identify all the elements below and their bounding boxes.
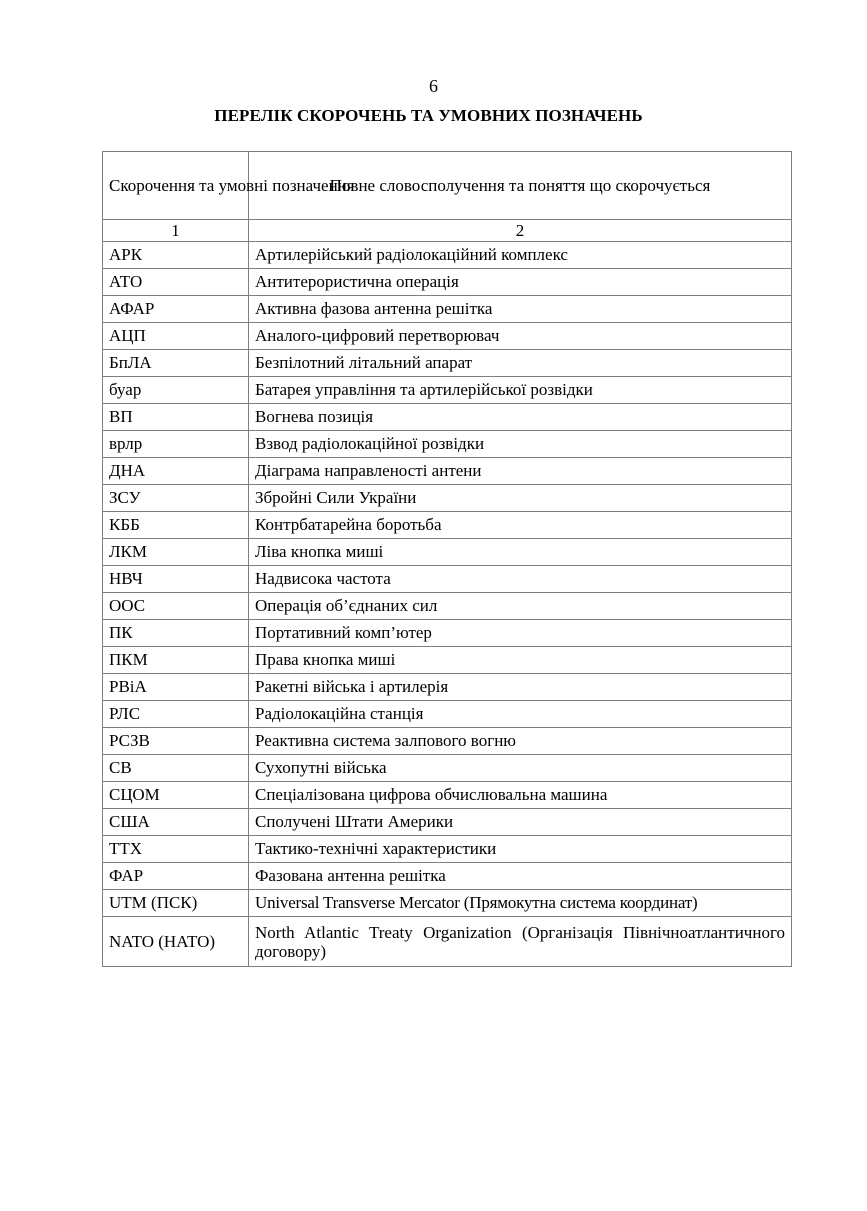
abbreviation-cell: АТО [103, 269, 249, 296]
full-term-cell: Тактико-технічні характеристики [249, 836, 792, 863]
table-row [103, 458, 792, 485]
full-term-cell: Вогнева позиція [249, 404, 792, 431]
table-row [103, 377, 792, 404]
table-row [103, 485, 792, 512]
full-term-cell: Радіолокаційна станція [249, 701, 792, 728]
table-row [103, 593, 792, 620]
abbreviation-cell: РСЗВ [103, 728, 249, 755]
full-term-cell: Безпілотний літальний апарат [249, 350, 792, 377]
table-row [103, 836, 792, 863]
abbreviation-cell: РВіА [103, 674, 249, 701]
abbreviation-cell: ЛКМ [103, 539, 249, 566]
abbreviation-cell: АЦП [103, 323, 249, 350]
full-term-cell: Спеціалізована цифрова обчислювальна машина [249, 782, 792, 809]
full-term-cell: Фазована антенна решітка [249, 863, 792, 890]
table-row [103, 890, 792, 917]
full-term-cell: Батарея управління та артилерійської розвідки [249, 377, 792, 404]
full-term-cell: Портативний комп’ютер [249, 620, 792, 647]
abbreviation-cell: ФАР [103, 863, 249, 890]
column-number-row [103, 220, 792, 242]
header-full-term: Повне словосполучення та поняття що скорочується [249, 152, 792, 220]
abbreviation-cell: НВЧ [103, 566, 249, 593]
full-term-cell: Ракетні війська і артилерія [249, 674, 792, 701]
table-row [103, 917, 792, 967]
full-term-cell: Операція об’єднаних сил [249, 593, 792, 620]
abbreviation-cell: ПКМ [103, 647, 249, 674]
table-row [103, 296, 792, 323]
abbreviation-cell: ВП [103, 404, 249, 431]
abbreviation-cell: КББ [103, 512, 249, 539]
table-row [103, 323, 792, 350]
table-header-row [103, 152, 792, 220]
table-row [103, 809, 792, 836]
abbreviation-cell: СЦОМ [103, 782, 249, 809]
full-term-cell: Взвод радіолокаційної розвідки [249, 431, 792, 458]
abbreviation-cell: СВ [103, 755, 249, 782]
header-abbreviation: Скорочення та умовні позначення [103, 152, 249, 220]
table-row [103, 242, 792, 269]
abbreviation-cell: АРК [103, 242, 249, 269]
full-term-cell: Universal Transverse Mercator (Прямокутна система координат) [249, 890, 792, 917]
table-row [103, 674, 792, 701]
table-row [103, 539, 792, 566]
full-term-cell: Збройні Сили України [249, 485, 792, 512]
table-body [103, 220, 792, 967]
full-term-cell: Аналого-цифровий перетворювач [249, 323, 792, 350]
abbreviation-cell: ЗСУ [103, 485, 249, 512]
abbreviation-cell: ТТХ [103, 836, 249, 863]
column-number-1: 1 [103, 220, 249, 242]
abbreviation-cell: ПК [103, 620, 249, 647]
table-row [103, 404, 792, 431]
page-title: ПЕРЕЛІК СКОРОЧЕНЬ ТА УМОВНИХ ПОЗНАЧЕНЬ [214, 106, 643, 125]
full-term-cell: Ліва кнопка миші [249, 539, 792, 566]
table-row [103, 512, 792, 539]
table-row [103, 782, 792, 809]
table-row [103, 620, 792, 647]
full-term-cell: Контрбатарейна боротьба [249, 512, 792, 539]
table-row [103, 269, 792, 296]
table-row [103, 350, 792, 377]
full-term-cell: Артилерійський радіолокаційний комплекс [249, 242, 792, 269]
full-term-cell: Сполучені Штати Америки [249, 809, 792, 836]
abbreviation-cell: NATO (НАТО) [103, 917, 249, 967]
abbreviation-cell: США [103, 809, 249, 836]
table-row [103, 755, 792, 782]
full-term-cell: Реактивна система залпового вогню [249, 728, 792, 755]
abbreviation-cell: ДНА [103, 458, 249, 485]
full-term-cell: Сухопутні війська [249, 755, 792, 782]
table-row [103, 647, 792, 674]
full-term-cell: Надвисока частота [249, 566, 792, 593]
abbreviation-cell: РЛС [103, 701, 249, 728]
abbreviation-cell: врлр [103, 431, 249, 458]
table-row [103, 728, 792, 755]
full-term-cell: Активна фазова антенна решітка [249, 296, 792, 323]
table-row [103, 431, 792, 458]
table-row [103, 863, 792, 890]
abbreviation-cell: БпЛА [103, 350, 249, 377]
abbreviation-cell: ООС [103, 593, 249, 620]
abbreviations-table [102, 151, 792, 967]
page-number: 6 [429, 76, 438, 96]
abbreviation-cell: UTM (ПСК) [103, 890, 249, 917]
full-term-cell: Діаграма направленості антени [249, 458, 792, 485]
table-row [103, 701, 792, 728]
full-term-cell: Антитерористична операція [249, 269, 792, 296]
abbreviation-cell: буар [103, 377, 249, 404]
table-row [103, 566, 792, 593]
full-term-cell: North Atlantic Treaty Organization (Організація Північноатлантичного договору) [249, 917, 792, 967]
abbreviation-cell: АФАР [103, 296, 249, 323]
column-number-2: 2 [249, 220, 792, 242]
full-term-cell: Права кнопка миші [249, 647, 792, 674]
